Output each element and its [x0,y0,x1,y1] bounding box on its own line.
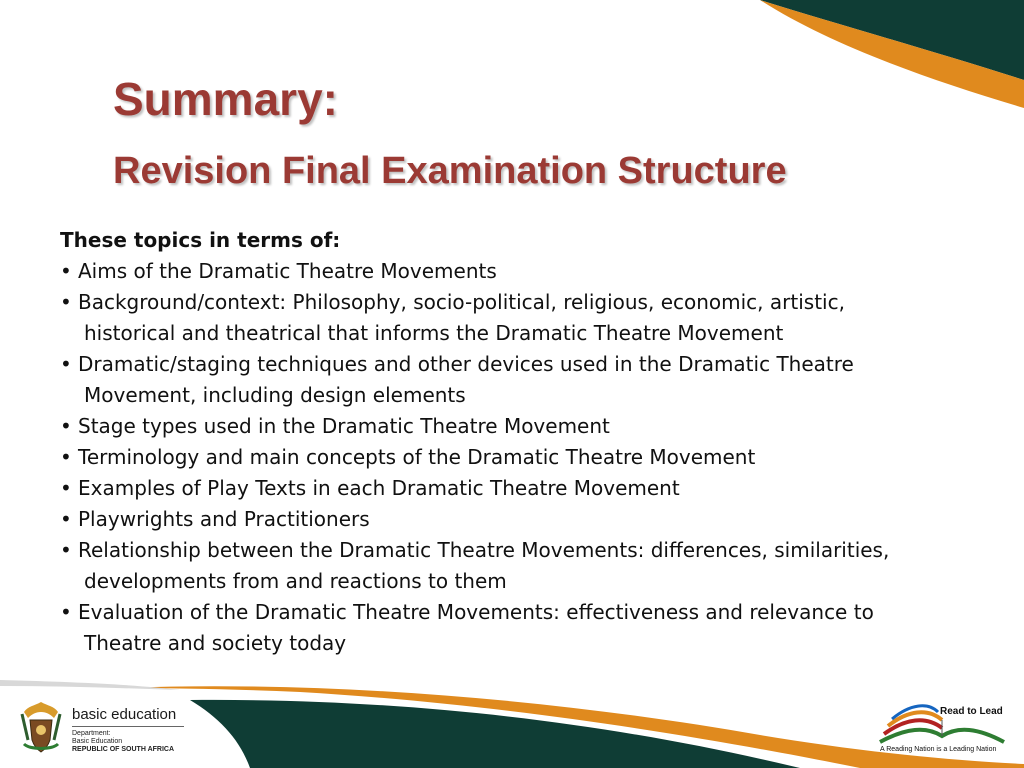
bullet-marker: • [60,290,72,314]
bullet-text: Theatre and society today [84,631,347,655]
bullet-text: Stage types used in the Dramatic Theatre Movement [78,414,610,438]
read-to-lead-tagline: A Reading Nation is a Leading Nation [880,746,997,753]
bullet-text: developments from and reactions to them [84,569,507,593]
bullet-marker: • [60,600,72,624]
bullet-marker: • [60,445,72,469]
logo-divider [72,726,184,727]
content-body [60,225,960,659]
bullet-item [60,256,960,287]
bullet-marker: • [60,507,72,531]
bullet-marker: • [60,538,72,562]
bullet-marker: • [60,414,72,438]
bullet-item [60,287,960,318]
bullet-marker: • [60,476,72,500]
bullet-item [60,535,960,566]
bullet-item [60,504,960,535]
bullet-item [60,411,960,442]
bullet-marker: • [60,352,72,376]
bullet-text: Movement, including design elements [84,383,466,407]
bullet-text: Dramatic/staging techniques and other devices used in the Dramatic Theatre [78,352,854,376]
bullet-item-continuation [60,566,960,597]
bullet-text: Playwrights and Practitioners [78,507,370,531]
bullet-item [60,442,960,473]
basic-education-title: basic education [72,706,177,723]
bullet-text: Relationship between the Dramatic Theatre Movements: differences, similarities, [78,538,890,562]
bullet-item [60,473,960,504]
bullet-item-continuation [60,380,960,411]
content-heading: These topics in terms of: [60,228,341,252]
bullet-text: Background/context: Philosophy, socio-political, religious, economic, artistic, [78,290,845,314]
basic-education-logo [20,696,190,758]
coat-of-arms-icon [20,700,62,754]
department-label: Department: [72,730,111,737]
bullet-text: Terminology and main concepts of the Dramatic Theatre Movement [78,445,756,469]
bullet-text: Evaluation of the Dramatic Theatre Movements: effectiveness and relevance to [78,600,874,624]
bullet-text: historical and theatrical that informs the Dramatic Theatre Movement [84,321,784,345]
read-to-lead-title: Read to Lead [940,706,1003,717]
bullet-item-continuation [60,318,960,349]
bullet-marker: • [60,259,72,283]
country-name: REPUBLIC OF SOUTH AFRICA [72,746,175,753]
slide-title: Summary: [113,73,338,125]
bullet-item-continuation [60,628,960,659]
bullet-text: Aims of the Dramatic Theatre Movements [78,259,497,283]
bullet-list [60,256,960,659]
bullet-item [60,349,960,380]
read-to-lead-logo [874,700,1014,760]
department-name: Basic Education [72,738,123,745]
bullet-text: Examples of Play Texts in each Dramatic Theatre Movement [78,476,680,500]
bullet-item [60,597,960,628]
slide-subtitle: Revision Final Examination Structure [113,150,787,192]
